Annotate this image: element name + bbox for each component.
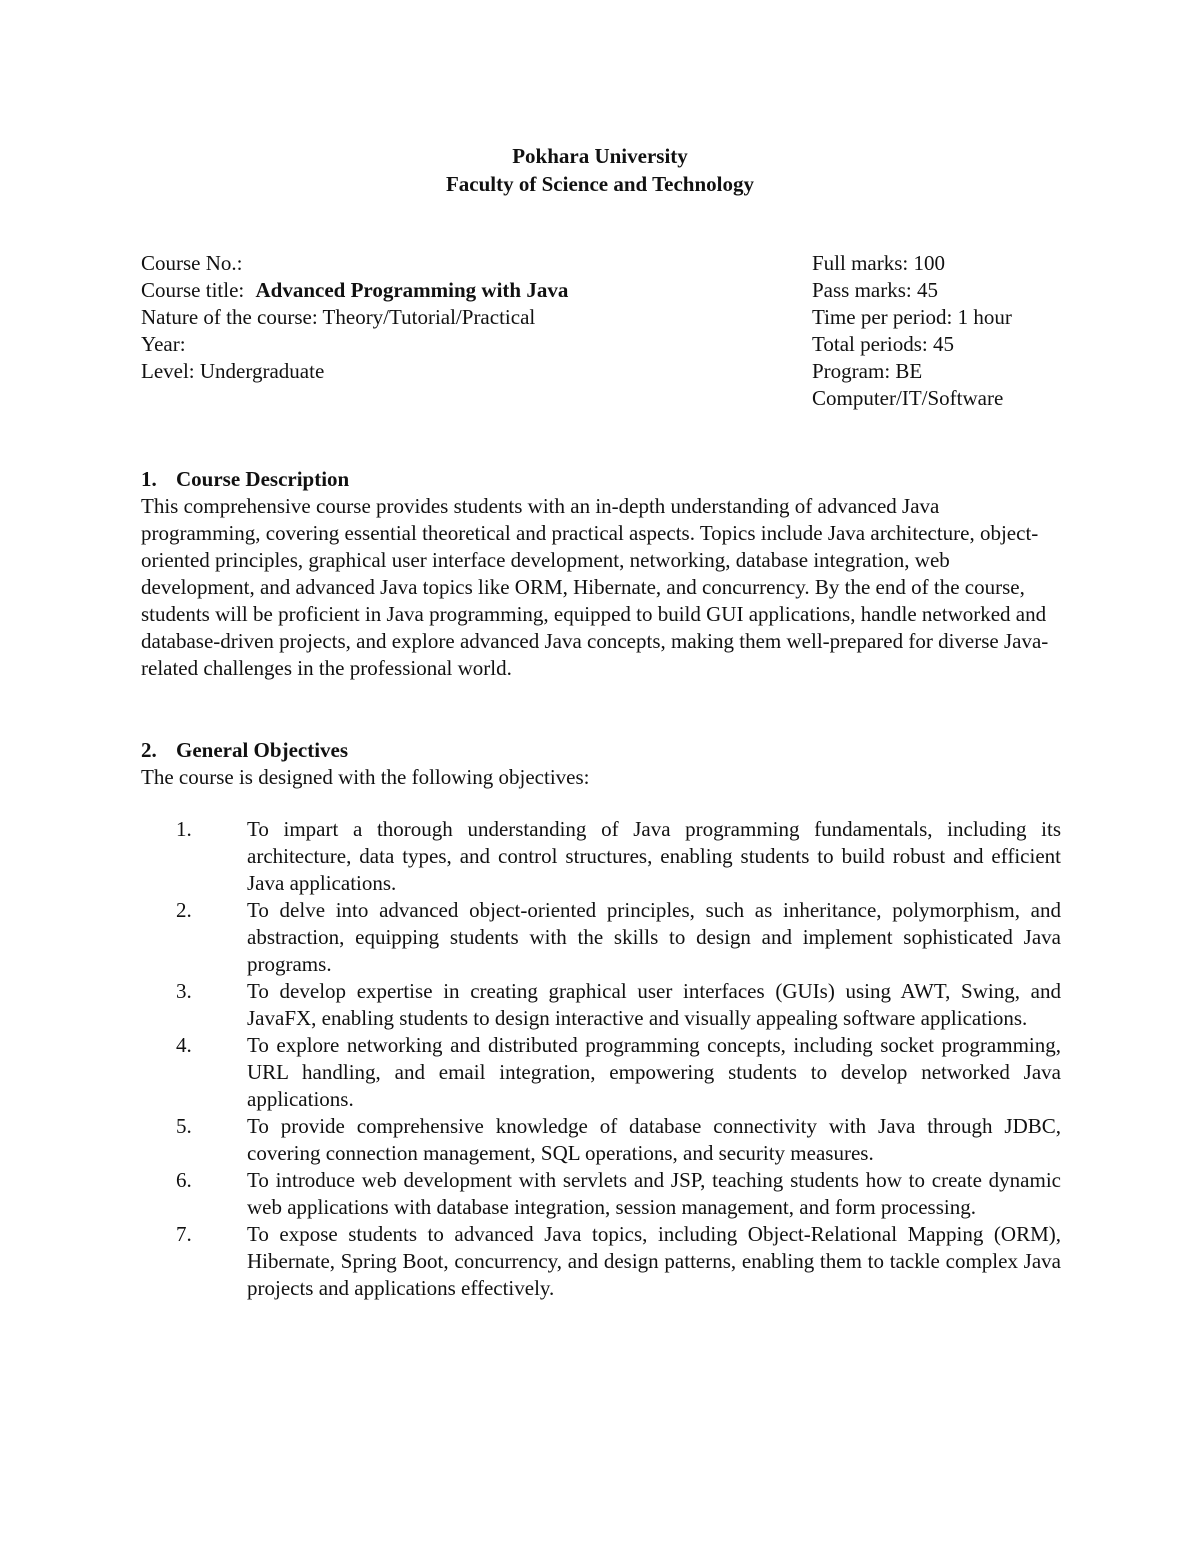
list-item-text: To explore networking and distributed programming concepts, including socket programming, URL handling, and email integration, empowering students to develop networked Java applications. [247,1033,1061,1111]
objectives-list [141,816,1061,1302]
program-cont: Computer/IT/Software [812,386,1004,410]
university-name: Pokhara University [512,144,688,168]
program: Program: BE [812,359,923,383]
list-item [141,1221,1061,1302]
course-level: Level: Undergraduate [141,359,325,383]
list-item-number: 5. [176,1114,192,1138]
list-item-number: 7. [176,1222,192,1246]
list-item [141,1113,1061,1167]
list-item-number: 4. [176,1033,192,1057]
list-item [141,978,1061,1032]
section-title: Course Description [176,467,350,491]
list-item-number: 3. [176,979,192,1003]
course-title-value: Advanced Programming with Java [255,278,569,302]
list-item [141,1032,1061,1113]
section-number: 2. [141,738,157,762]
course-no: Course No.: [141,251,243,275]
list-item-text: To introduce web development with servlets and JSP, teaching students how to create dynamic web applications with database integration, session management, and form processing. [247,1168,1061,1219]
section-course-description-heading [141,466,349,493]
list-item-number: 1. [176,817,192,841]
course-year: Year: [141,332,186,356]
full-marks: Full marks: 100 [812,251,946,275]
section-general-objectives-heading [141,737,348,764]
course-description-text: This comprehensive course provides students with an in-depth understanding of advanced Java programming, covering essential theoretical and practical aspects. Topics include Java architecture, object-oriented principles, graphical user interface development, networking, database integration, web development, and advanced Java topics like ORM, Hibernate, and concurrency. By the end of the course, students will be proficient in Java programming, equipped to build GUI applications, handle networked and database-driven projects, and explore advanced Java concepts, making them well-prepared for diverse Java-related challenges in the professional world. [141,494,1049,680]
list-item-text: To delve into advanced object-oriented principles, such as inheritance, polymorphism, and abstraction, equipping students with the skills to design and implement sophisticated Java programs. [247,898,1061,976]
list-item [141,816,1061,897]
list-item-text: To expose students to advanced Java topics, including Object-Relational Mapping (ORM), Hibernate, Spring Boot, concurrency, and design patterns, enabling them to tackle complex Java projects and applications effectively. [247,1222,1061,1300]
list-item-text: To provide comprehensive knowledge of database connectivity with Java through JDBC, covering connection management, SQL operations, and security measures. [247,1114,1061,1165]
faculty-name: Faculty of Science and Technology [445,172,755,196]
list-item-text: To develop expertise in creating graphical user interfaces (GUIs) using AWT, Swing, and JavaFX, enabling students to design interactive and visually appealing software applications. [247,979,1061,1030]
objectives-intro: The course is designed with the following objectives: [141,765,590,789]
list-item-number: 6. [176,1168,192,1192]
list-item [141,897,1061,978]
section-title: General Objectives [176,738,349,762]
course-nature: Nature of the course: Theory/Tutorial/Practical [141,305,536,329]
course-title-label: Course title: [141,278,245,302]
section-number: 1. [141,467,157,491]
total-periods: Total periods: 45 [812,332,955,356]
pass-marks: Pass marks: 45 [812,278,938,302]
course-info-left [141,250,781,385]
course-title-row [141,277,781,304]
list-item-number: 2. [176,898,192,922]
time-per-period: Time per period: 1 hour [812,305,1012,329]
list-item-text: To impart a thorough understanding of Java programming fundamentals, including its architecture, data types, and control structures, enabling students to build robust and efficient Java applications. [247,817,1061,895]
course-info-right [812,250,1142,412]
list-item [141,1167,1061,1221]
